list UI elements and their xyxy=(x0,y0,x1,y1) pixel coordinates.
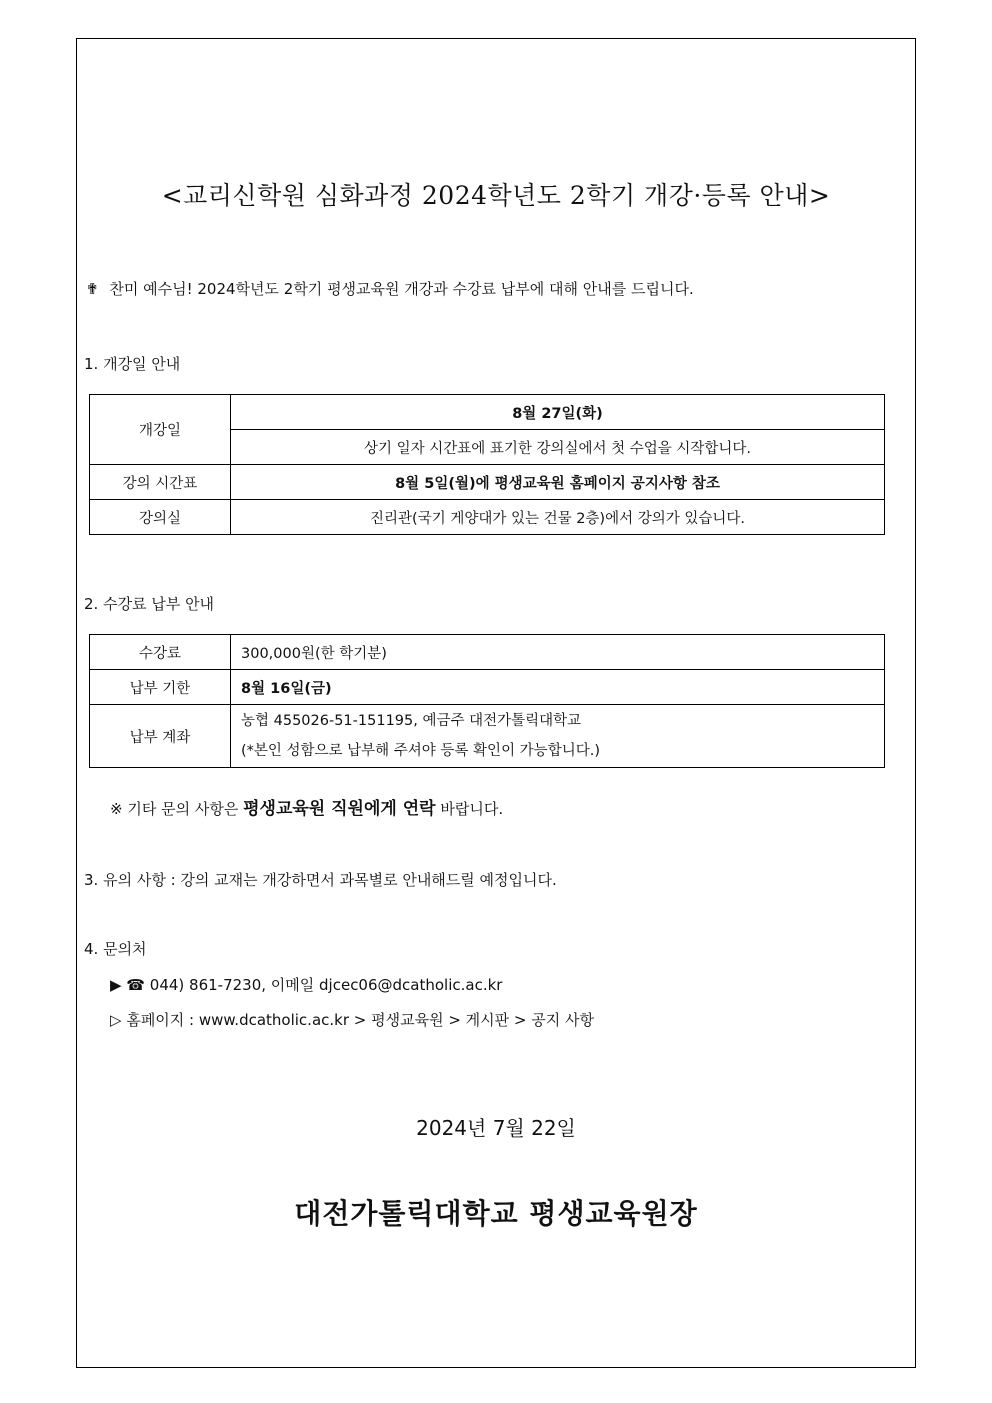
note-suffix: 바랍니다. xyxy=(440,800,504,818)
section2-heading: 2. 수강료 납부 안내 xyxy=(84,595,215,613)
open-date-value: 8월 27일(화) xyxy=(231,395,885,430)
triangle-icon: ▷ xyxy=(110,1011,122,1029)
account-value xyxy=(231,705,885,768)
deadline-value: 8월 16일(금) xyxy=(231,670,885,705)
fee-label: 수강료 xyxy=(90,635,231,670)
deadline-label: 납부 기한 xyxy=(90,670,231,705)
room-label: 강의실 xyxy=(90,500,231,535)
greeting-line xyxy=(86,278,694,299)
greeting-text: 찬미 예수님! 2024학년도 2학기 평생교육원 개강과 수강료 납부에 대해 안내를 드립니다. xyxy=(109,280,694,298)
timetable-label: 강의 시간표 xyxy=(90,465,231,500)
fee-value: 300,000원(한 학기분) xyxy=(231,635,885,670)
open-date-note: 상기 일자 시간표에 표기한 강의실에서 첫 수업을 시작합니다. xyxy=(231,430,885,465)
phone-icon: ▶ ☎ xyxy=(110,976,145,994)
note-prefix: ※ 기타 문의 사항은 xyxy=(110,800,239,818)
opening-table xyxy=(89,394,885,535)
note-emphasis: 평생교육원 직원에게 연락 xyxy=(243,799,436,819)
contact-line xyxy=(110,974,502,995)
cross-icon: ✟ xyxy=(86,280,99,298)
document-title: <교리신학원 심화과정 2024학년도 2학기 개강·등록 안내> xyxy=(161,181,831,210)
account-number: 농협 455026-51-151195, 예금주 대전가톨릭대학교 xyxy=(241,713,582,729)
section4-heading: 4. 문의처 xyxy=(84,940,147,958)
account-note: (*본인 성함으로 납부해 주셔야 등록 확인이 가능합니다.) xyxy=(241,743,600,759)
homepage-text: 홈페이지 : www.dcatholic.ac.kr > 평생교육원 > 게시판 > 공지 사항 xyxy=(126,1011,594,1029)
section3-text: 3. 유의 사항 : 강의 교재는 개강하면서 과목별로 안내해드릴 예정입니다. xyxy=(84,871,557,889)
room-value: 진리관(국기 게양대가 있는 건물 2층)에서 강의가 있습니다. xyxy=(231,500,885,535)
account-label: 납부 계좌 xyxy=(90,705,231,768)
contact-text: 044) 861-7230, 이메일 djcec06@dcatholic.ac.kr xyxy=(149,976,503,994)
signature: 대전가톨릭대학교 평생교육원장 xyxy=(294,1197,698,1230)
timetable-value: 8월 5일(월)에 평생교육원 홈페이지 공지사항 참조 xyxy=(231,465,885,500)
document-date: 2024년 7월 22일 xyxy=(416,1116,576,1140)
section1-heading: 1. 개강일 안내 xyxy=(84,355,181,373)
open-date-label: 개강일 xyxy=(90,395,231,465)
homepage-line xyxy=(110,1009,594,1030)
inquiry-note xyxy=(110,794,503,819)
fee-table xyxy=(89,634,885,768)
